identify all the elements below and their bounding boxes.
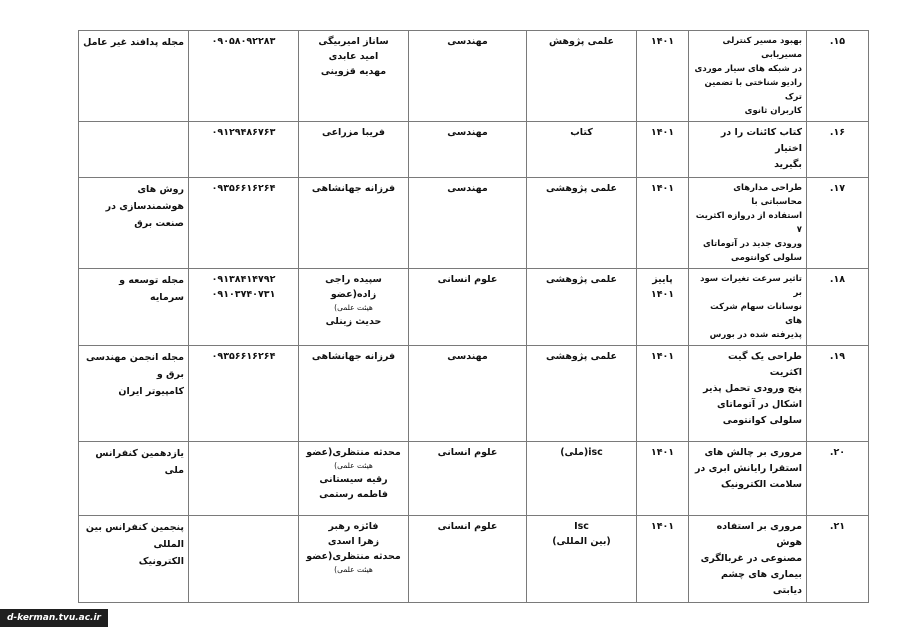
article-title	[689, 269, 807, 346]
phone-number	[189, 346, 299, 442]
phone-number	[189, 269, 299, 346]
cell-line: یازدهمین کنفرانس ملی	[95, 448, 184, 476]
cell-line: ۱۴۰۱	[650, 127, 675, 138]
publication-type	[527, 346, 637, 442]
author-name: مهدیه قزوینی	[320, 66, 387, 77]
cell-line: ۱۴۰۱	[650, 289, 675, 300]
cell-line: پنج ورودی تحمل پذیر	[703, 383, 802, 394]
publication-venue	[79, 31, 189, 122]
publication-year	[637, 516, 689, 603]
cell-line: صنعت برق	[134, 218, 184, 229]
authors	[299, 269, 409, 346]
row-number: ۱۸.	[807, 269, 869, 346]
author-name: فرزانه جهانشاهی	[311, 351, 396, 362]
cell-line: کاربران ثانوی	[744, 106, 802, 116]
table-row	[79, 516, 869, 603]
table-row	[79, 178, 869, 269]
cell-line: (بین المللی)	[552, 536, 611, 547]
cell-line: رادیو شناختی با تضمین ترک	[704, 78, 802, 102]
site-watermark[interactable]: d-kerman.tvu.ac.ir	[0, 609, 108, 627]
cell-line: ۱۴۰۱	[650, 183, 675, 194]
cell-line: سلولی کوانتومی	[722, 415, 802, 426]
cell-line: مجله انجمن مهندسی برق و	[85, 352, 184, 380]
author-name: حدیث زینلی	[325, 316, 382, 327]
cell-line: پذیرفته شده در بورس	[709, 330, 802, 340]
publication-year	[637, 442, 689, 516]
field-of-study: مهندسی	[409, 122, 527, 178]
publication-type	[527, 122, 637, 178]
cell-line: بهبود مسیر کنترلی مسیریابی	[722, 36, 802, 60]
cell-line: استفاده از دروازه اکثریت ۷	[695, 211, 802, 235]
cell-line: در شبکه های سیار موردی	[694, 64, 802, 74]
cell-line: مصنوعی در غربالگری	[700, 553, 802, 564]
publication-year	[637, 122, 689, 178]
cell-line: پنجمین کنفرانس بین المللی	[85, 522, 184, 550]
author-name: فریبا مزراعی	[321, 127, 386, 138]
publication-year	[637, 269, 689, 346]
cell-line: مجله توسعه و سرمایه	[119, 275, 184, 303]
table-row	[79, 122, 869, 178]
publication-type	[527, 178, 637, 269]
research-table	[78, 30, 869, 603]
authors	[299, 31, 409, 122]
publication-type	[527, 269, 637, 346]
publication-venue	[79, 346, 189, 442]
publication-type	[527, 442, 637, 516]
publication-year	[637, 346, 689, 442]
row-number: ۱۵.	[807, 31, 869, 122]
article-title	[689, 442, 807, 516]
cell-line: کتاب	[570, 127, 593, 138]
cell-line: استقرا رایانش ابری در	[694, 463, 802, 474]
row-number: ۱۶.	[807, 122, 869, 178]
field-of-study: مهندسی	[409, 346, 527, 442]
cell-line: بیماری های چشم دیابتی	[721, 569, 802, 596]
phone-number	[189, 31, 299, 122]
author-name: محدثه منتظری(عضو	[306, 447, 401, 458]
publication-venue	[79, 122, 189, 178]
author-name: سپیده راجی زاده(عضو	[325, 274, 382, 300]
publication-year	[637, 31, 689, 122]
publication-venue	[79, 269, 189, 346]
cell-line: مروری بر استفاده هوش	[716, 521, 802, 548]
author-name: امید عابدی	[328, 51, 379, 62]
cell-line: ۰۹۳۵۶۶۱۶۲۶۴	[211, 351, 276, 362]
field-of-study: مهندسی	[409, 31, 527, 122]
cell-line: Isc	[574, 521, 589, 532]
row-number: ۲۰.	[807, 442, 869, 516]
author-name: فائزه رهبر	[328, 521, 379, 532]
author-name: فاطمه رستمی	[319, 489, 388, 500]
cell-line: اشکال در آتوماتای	[717, 399, 802, 410]
cell-line: مجله پدافند غیر عامل	[83, 37, 184, 48]
cell-line: علمی پژوهشی	[546, 274, 617, 285]
phone-number	[189, 516, 299, 603]
table-row	[79, 31, 869, 122]
cell-line: کتاب کائنات را در اختیار	[720, 127, 802, 154]
cell-line: ۰۹۱۲۹۴۸۶۷۶۳	[211, 127, 276, 138]
field-of-study: علوم انسانی	[409, 442, 527, 516]
cell-line: ۱۴۰۱	[650, 36, 675, 47]
article-title	[689, 31, 807, 122]
cell-line: مروری بر چالش های	[704, 447, 802, 458]
author-name: هیئت علمی)	[334, 461, 373, 470]
cell-line: isc(ملی)	[560, 447, 603, 458]
cell-line: پاییز	[652, 274, 673, 285]
article-title	[689, 346, 807, 442]
cell-line: ورودی جدید در آتوماتای	[703, 239, 802, 249]
authors	[299, 346, 409, 442]
table-row	[79, 269, 869, 346]
field-of-study: علوم انسانی	[409, 269, 527, 346]
cell-line: علمی پژوهش	[548, 36, 615, 47]
phone-number	[189, 442, 299, 516]
cell-line: سلولی کوانتومی	[731, 253, 802, 263]
field-of-study: علوم انسانی	[409, 516, 527, 603]
cell-line: الکترونیک	[138, 556, 184, 567]
author-name: رقیه سیستانی	[319, 474, 388, 485]
author-name: ساناز امیربیگی	[318, 36, 389, 47]
publication-venue	[79, 178, 189, 269]
phone-number	[189, 178, 299, 269]
publication-year	[637, 178, 689, 269]
author-name: هیئت علمی)	[334, 565, 373, 574]
publication-venue	[79, 442, 189, 516]
row-number: ۱۹.	[807, 346, 869, 442]
cell-line: ۱۴۰۱	[650, 447, 675, 458]
cell-line: ۰۹۳۵۶۶۱۶۲۶۴	[211, 183, 276, 194]
table-row	[79, 442, 869, 516]
author-name: محدثه منتظری(عضو	[306, 551, 401, 562]
cell-line: علمی پژوهشی	[546, 183, 617, 194]
table-body	[79, 31, 869, 603]
cell-line: تاثیر سرعت تغیرات سود بر	[700, 274, 802, 298]
table-row	[79, 346, 869, 442]
cell-line: طراحی یک گیت اکثریت	[728, 351, 802, 378]
cell-line: سلامت الکترونیک	[720, 479, 802, 490]
article-title	[689, 178, 807, 269]
publication-type	[527, 31, 637, 122]
cell-line: ۰۹۰۵۸۰۹۲۲۸۳	[211, 36, 276, 47]
authors	[299, 178, 409, 269]
field-of-study: مهندسی	[409, 178, 527, 269]
cell-line: ۰۹۱۰۳۷۴۰۷۳۱	[211, 289, 276, 300]
cell-line: ۱۴۰۱	[650, 351, 675, 362]
cell-line: علمی پژوهشی	[546, 351, 617, 362]
authors	[299, 122, 409, 178]
author-name: فرزانه جهانشاهی	[311, 183, 396, 194]
cell-line: روش های هوشمندسازی در	[105, 184, 184, 212]
article-title	[689, 122, 807, 178]
article-title	[689, 516, 807, 603]
author-name: هیئت علمی)	[334, 303, 373, 312]
cell-line: بگیرید	[774, 159, 802, 170]
row-number: ۱۷.	[807, 178, 869, 269]
row-number: ۲۱.	[807, 516, 869, 603]
authors	[299, 516, 409, 603]
cell-line: طراحی مدارهای محاسباتی با	[733, 183, 802, 207]
author-name: زهرا اسدی	[327, 536, 380, 547]
cell-line: کامپیوتر ایران	[118, 386, 184, 397]
cell-line: ۱۴۰۱	[650, 521, 675, 532]
publication-venue	[79, 516, 189, 603]
phone-number	[189, 122, 299, 178]
publication-type	[527, 516, 637, 603]
cell-line: ۰۹۱۳۸۴۱۴۷۹۲	[211, 274, 276, 285]
authors	[299, 442, 409, 516]
cell-line: نوسانات سهام شرکت های	[710, 302, 802, 326]
